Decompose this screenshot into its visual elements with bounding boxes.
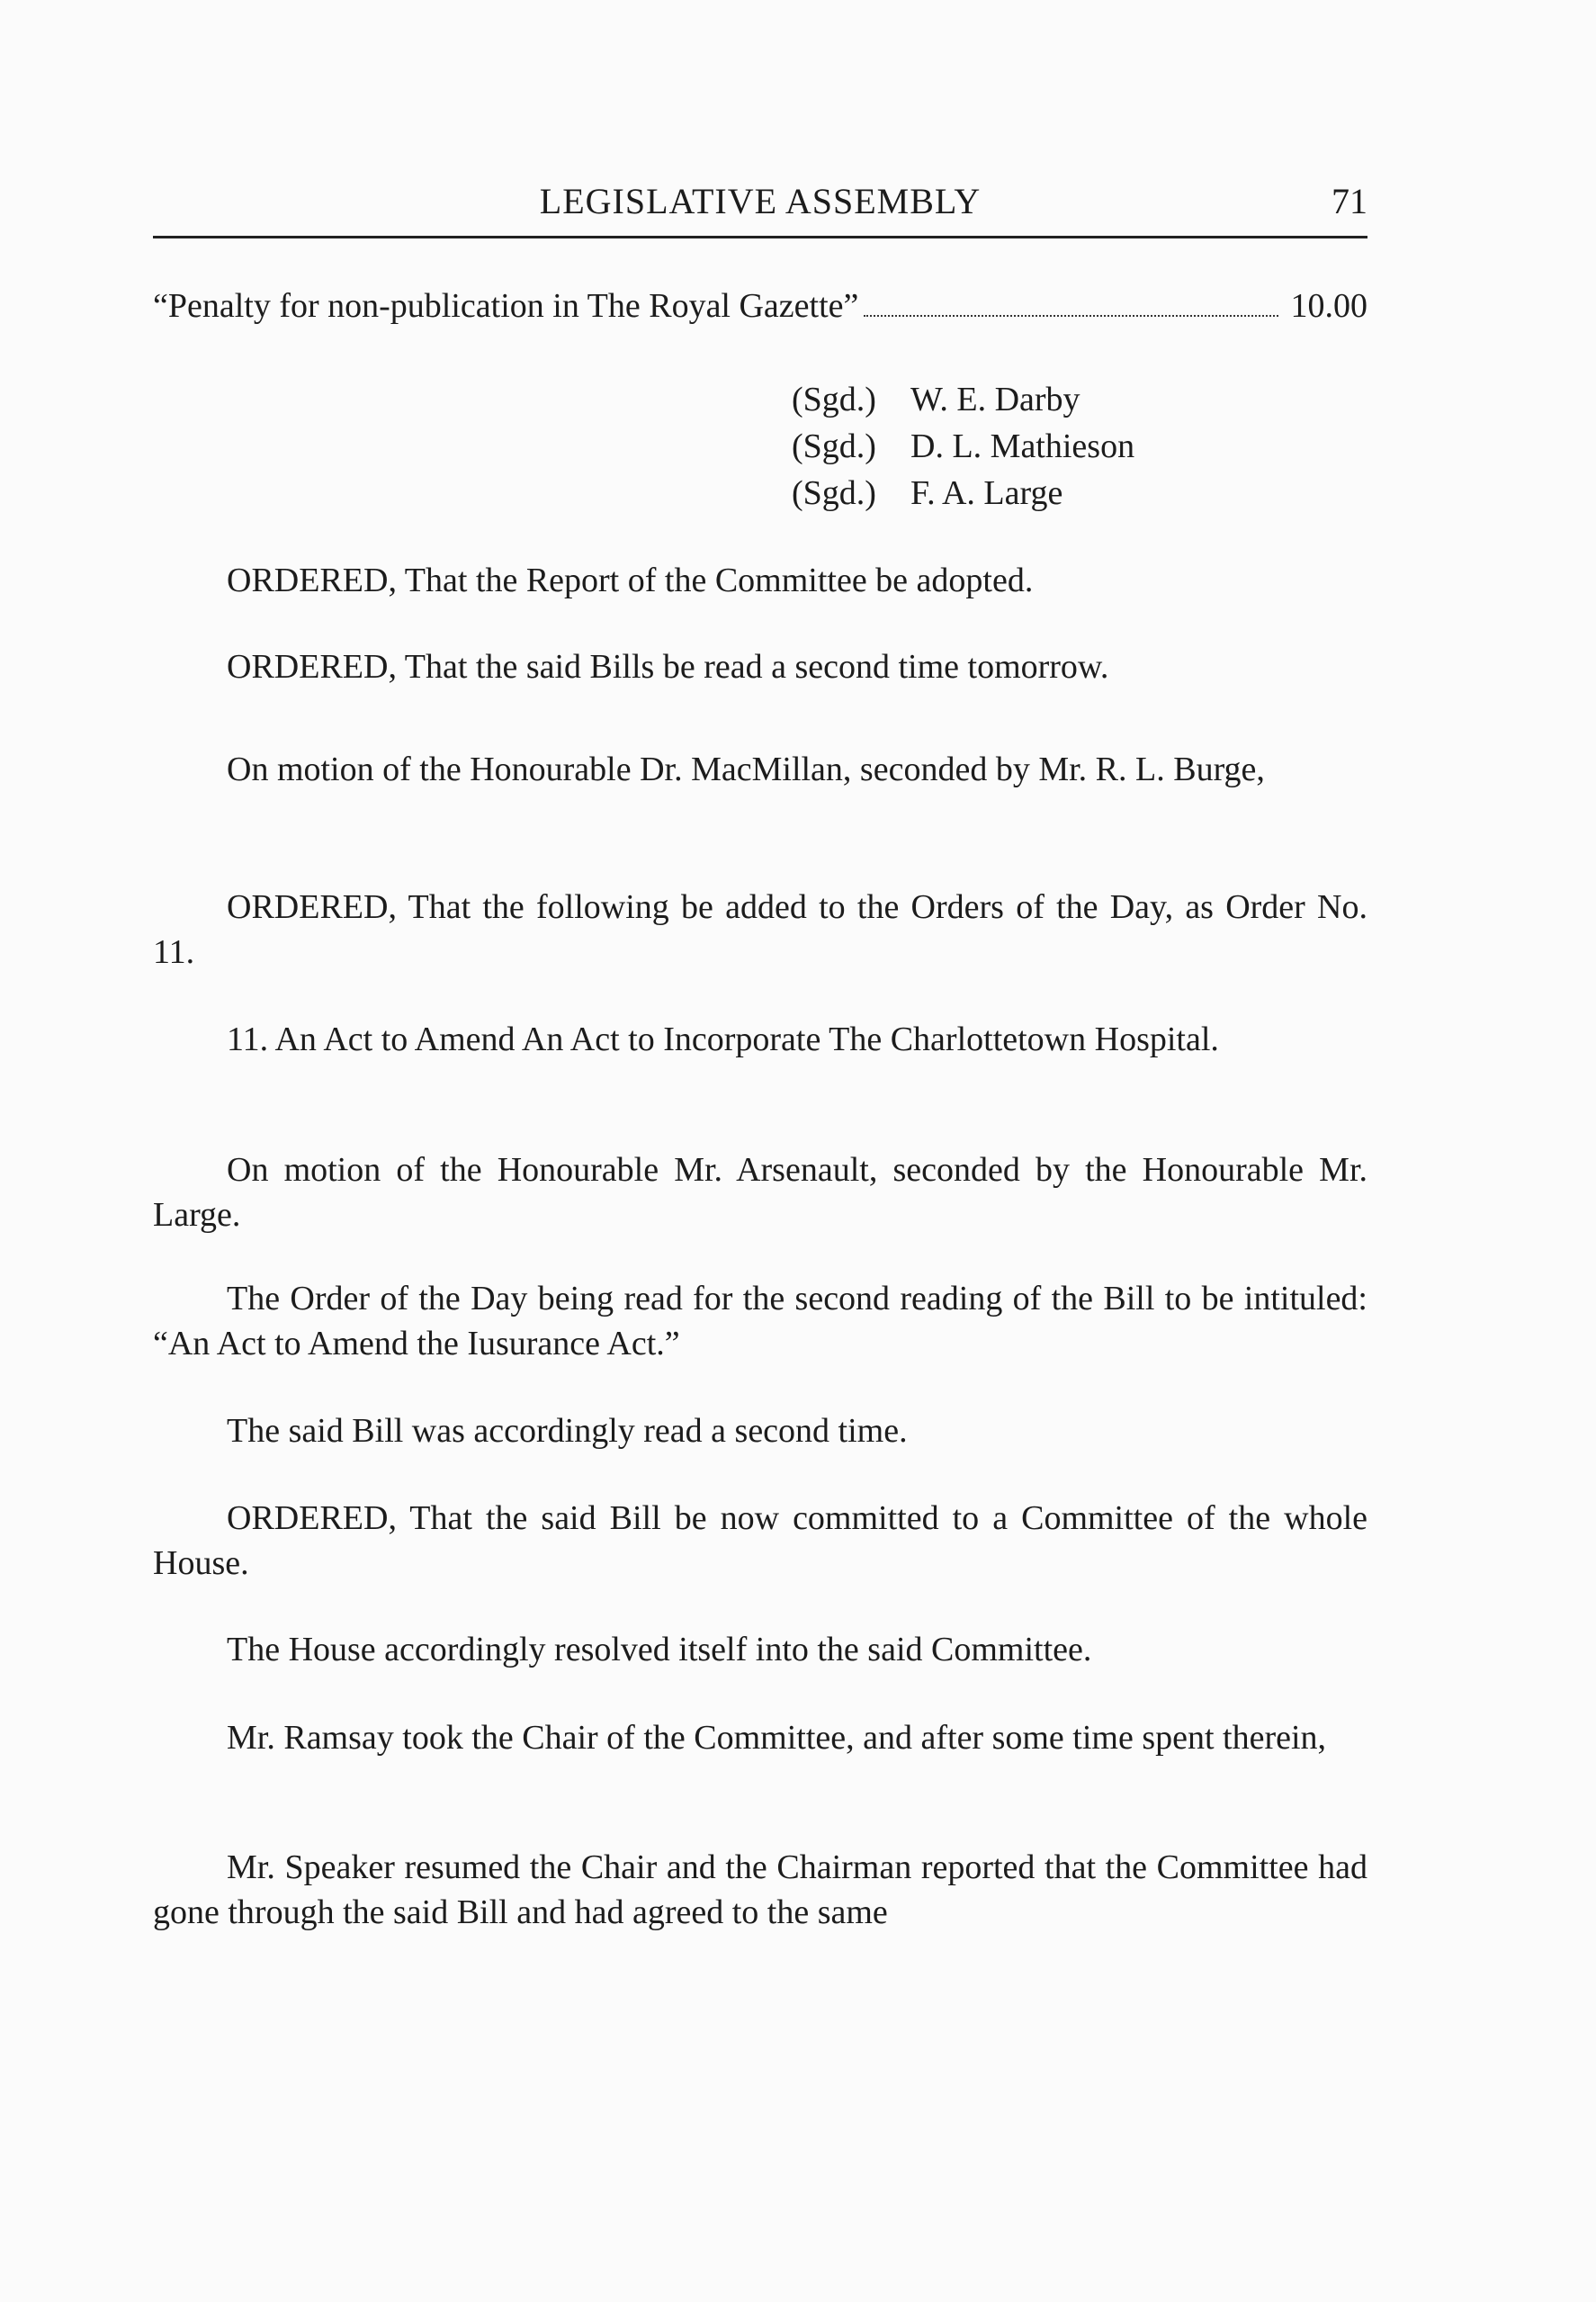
signature-prefix: (Sgd.): [792, 427, 876, 465]
signatory-name: D. L. Mathieson: [910, 427, 1135, 465]
paragraph-motion-macmillan: On motion of the Honourable Dr. MacMillan, seconded by Mr. R. L. Burge,: [227, 751, 1265, 788]
paragraph-bill-read: The said Bill was accordingly read a second time.: [227, 1412, 908, 1450]
signature-prefix: (Sgd.): [792, 474, 876, 512]
page-number: 71: [1331, 181, 1367, 221]
signature-line: [792, 376, 1134, 423]
paragraph-order-added: ORDERED, That the following be added to the Orders of the Day, as Order No. 11.: [153, 888, 1367, 971]
paragraph-committed: ORDERED, That the said Bill be now committed to a Committee of the whole House.: [153, 1499, 1367, 1582]
signature-prefix: (Sgd.): [792, 381, 876, 418]
running-header: [153, 180, 1367, 234]
paragraph-house-resolved: The House accordingly resolved itself into the said Committee.: [227, 1631, 1092, 1668]
header-rule: [153, 236, 1367, 238]
signature-line: [792, 423, 1134, 470]
signatory-name: W. E. Darby: [910, 381, 1080, 418]
signatory-name: F. A. Large: [910, 474, 1063, 512]
dot-leader: [864, 314, 1278, 317]
document-page: [153, 0, 1367, 2302]
signature-block: [792, 376, 1134, 517]
fee-label: “Penalty for non-publication in The Royal Gazette”: [153, 287, 859, 325]
paragraph-report-adopted: ORDERED, That the Report of the Committee be adopted.: [227, 562, 1034, 599]
running-head-title: LEGISLATIVE ASSEMBLY: [539, 181, 982, 221]
fee-line: [153, 286, 1367, 326]
paragraph-motion-arsenault: On motion of the Honourable Mr. Arsenault, seconded by the Honourable Mr. Large.: [153, 1151, 1367, 1234]
paragraph-order-eleven: 11. An Act to Amend An Act to Incorporate The Charlottetown Hospital.: [227, 1021, 1219, 1058]
paragraph-speaker-resumed: Mr. Speaker resumed the Chair and the Chairman reported that the Committee had gone through the said Bill and had agreed to the same: [153, 1848, 1367, 1931]
paragraph-ramsay-chair: Mr. Ramsay took the Chair of the Committee, and after some time spent therein,: [227, 1719, 1327, 1757]
fee-amount: 10.00: [1290, 287, 1367, 325]
signature-line: [792, 470, 1134, 517]
paragraph-second-reading-order: ORDERED, That the said Bills be read a second time tomorrow.: [227, 648, 1109, 686]
paragraph-order-of-day: The Order of the Day being read for the second reading of the Bill to be intituled: “An Act to Amend the Iusurance Act.”: [153, 1280, 1367, 1362]
